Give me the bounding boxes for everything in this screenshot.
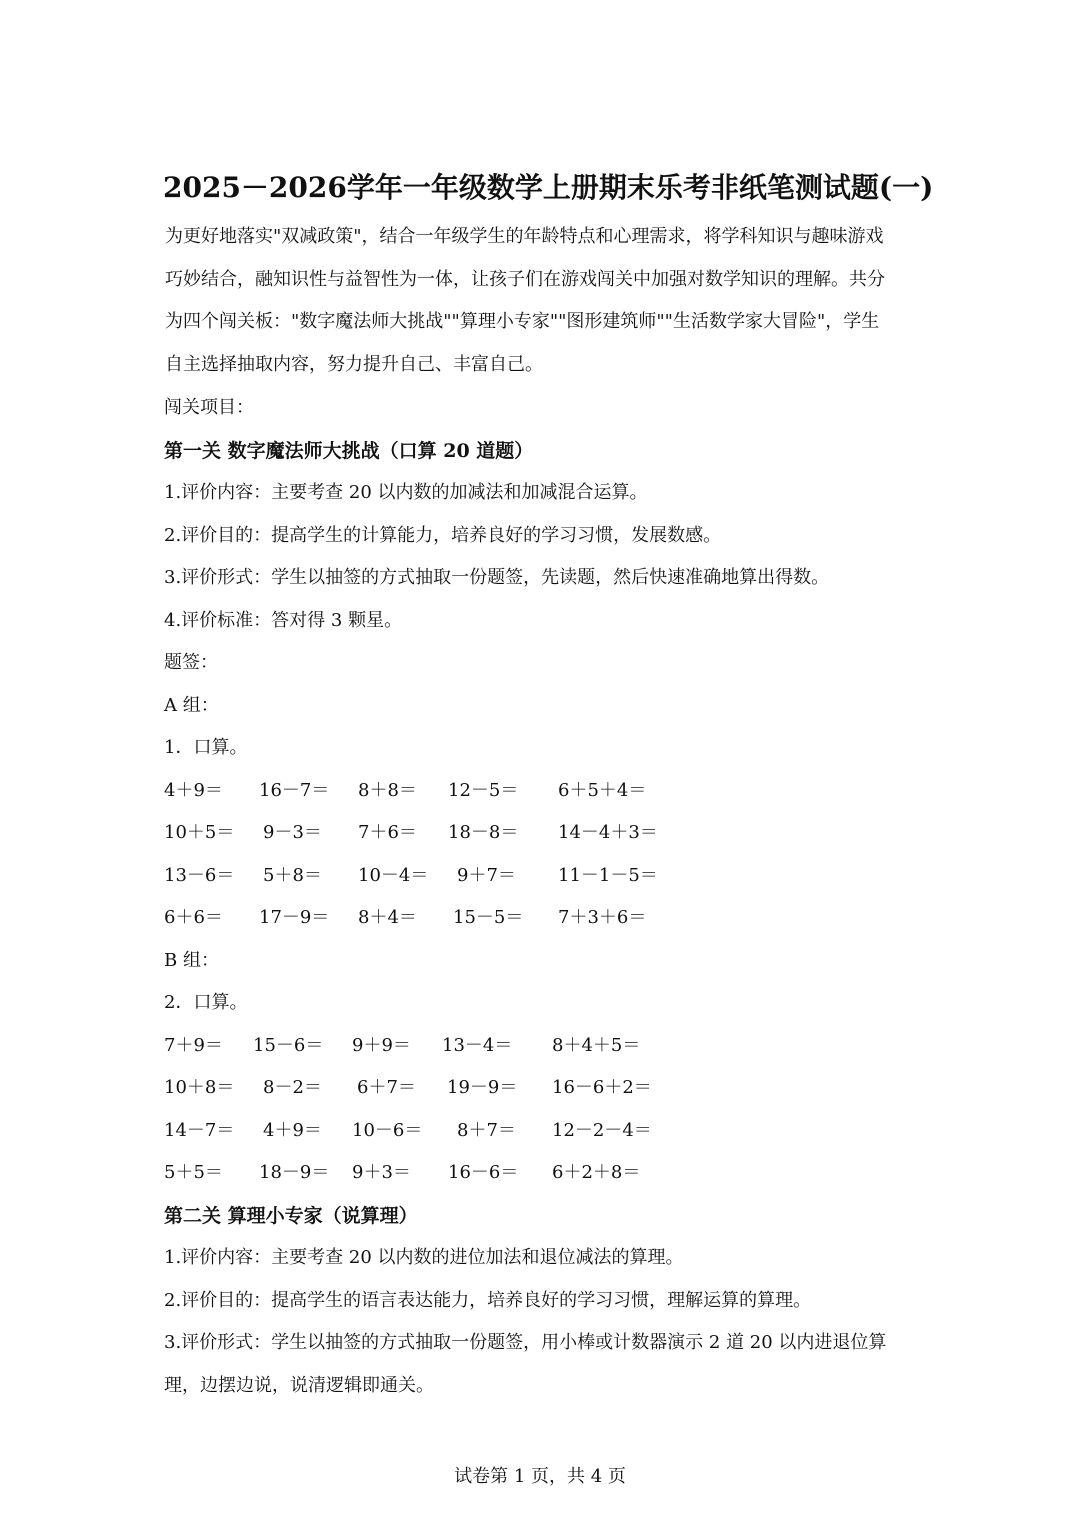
equation: 17－9＝ [259, 907, 330, 928]
document-body [164, 387, 944, 1407]
equation: 11－1－5＝ [558, 864, 658, 886]
equation: 5＋5＝ [164, 1162, 223, 1183]
equation: 14－7＝ [164, 1119, 235, 1141]
equation: 13－4＝ [442, 1034, 513, 1056]
equation-row [164, 1067, 944, 1110]
equation: 8＋4＝ [358, 907, 417, 928]
level2-item: 2.评价目的：提高学生的语言表达能力，培养良好的学习习惯，理解运算的算理。 [164, 1289, 812, 1311]
equation-row [164, 855, 944, 898]
equation: 14－4＋3＝ [558, 822, 658, 843]
group-a-equations [164, 770, 944, 940]
equation: 18－9＝ [259, 1162, 330, 1183]
equation: 4＋9＝ [263, 1119, 322, 1141]
equation: 9＋7＝ [457, 864, 516, 886]
intro-line: 为更好地落实"双减政策"，结合一年级学生的年龄特点和心理需求，将学科知识与趣味游戏 [165, 226, 884, 247]
equation: 8＋8＝ [358, 779, 417, 801]
equation: 7＋9＝ [164, 1034, 223, 1056]
equation: 13－6＝ [164, 864, 235, 886]
equation: 9＋3＝ [352, 1162, 411, 1183]
intro-line: 为四个闯关板："数字魔法师大挑战""算理小专家""图形建筑师""生活数学家大冒险"，学生 [165, 311, 880, 332]
equation: 7＋6＝ [358, 822, 417, 843]
equation-row [164, 1152, 944, 1195]
equation: 12－5＝ [448, 779, 519, 801]
equation: 15－5＝ [453, 907, 524, 928]
equation-row [164, 770, 944, 813]
level2-item: 1.评价内容：主要考查 20 以内数的进位加法和退位减法的算理。 [164, 1247, 684, 1268]
slips-label: 题签： [164, 652, 218, 673]
equation: 8＋7＝ [457, 1119, 516, 1141]
level2-item: 3.评价形式：学生以抽签的方式抽取一份题签，用小棒或计数器演示 2 道 20 以内进退位算 [164, 1332, 887, 1353]
equation: 5＋8＝ [263, 864, 322, 886]
intro-paragraph [165, 216, 925, 386]
page-footer: 试卷第 1 页，共 4 页 [454, 1466, 626, 1487]
equation: 4＋9＝ [164, 779, 223, 801]
equation: 16－6＋2＝ [552, 1077, 652, 1098]
equation: 10－4＝ [358, 864, 429, 886]
level1-heading: 第一关 数字魔法师大挑战（口算 20 道题） [164, 439, 534, 462]
equation-row [164, 812, 944, 855]
intro-line: 自主选择抽取内容，努力提升自己、丰富自己。 [165, 353, 543, 375]
equation: 7＋3＋6＝ [558, 907, 647, 928]
intro-line: 巧妙结合，融知识性与益智性为一体，让孩子们在游戏闯关中加强对数学知识的理解。共分 [165, 268, 885, 290]
equation: 6＋2＋8＝ [552, 1162, 641, 1183]
group-b-equations [164, 1025, 944, 1195]
equation: 9－3＝ [263, 822, 322, 843]
equation-row [164, 1025, 944, 1068]
level1-item: 3.评价形式：学生以抽签的方式抽取一份题签，先读题，然后快速准确地算出得数。 [164, 567, 830, 588]
equation: 16－6＝ [448, 1162, 519, 1183]
equation: 9＋9＝ [352, 1034, 411, 1056]
equation: 12－2－4＝ [552, 1119, 652, 1141]
level1-item: 4.评价标准：答对得 3 颗星。 [164, 609, 403, 631]
group-a-question: 1．口算。 [164, 737, 248, 758]
group-a-label: A 组： [164, 694, 219, 716]
level1-item: 1.评价内容：主要考查 20 以内数的加减法和加减混合运算。 [164, 482, 648, 503]
level1-item: 2.评价目的：提高学生的计算能力，培养良好的学习习惯，发展数感。 [164, 524, 722, 546]
equation: 19－9＝ [447, 1077, 518, 1098]
equation-row [164, 897, 944, 940]
level2-heading: 第二关 算理小专家（说算理） [164, 1204, 418, 1227]
level2-item: 理，边摆边说，说清逻辑即通关。 [164, 1374, 434, 1396]
equation: 10＋5＝ [164, 822, 235, 843]
equation: 15－6＝ [253, 1034, 324, 1056]
document-title: 2025－2026学年一年级数学上册期末乐考非纸笔测试题(一) [163, 171, 934, 204]
equation: 8－2＝ [263, 1077, 322, 1098]
equation: 18－8＝ [448, 822, 519, 843]
equation: 8＋4＋5＝ [552, 1034, 641, 1056]
equation: 6＋5＋4＝ [558, 779, 647, 801]
equation: 6＋7＝ [357, 1077, 416, 1098]
equation: 16－7＝ [259, 779, 330, 801]
equation-row [164, 1110, 944, 1153]
group-b-question: 2．口算。 [164, 992, 248, 1013]
equation: 10＋8＝ [164, 1077, 235, 1098]
group-b-label: B 组： [164, 949, 219, 971]
equation: 6＋6＝ [164, 907, 223, 928]
project-label: 闯关项目： [164, 397, 254, 418]
equation: 10－6＝ [352, 1119, 423, 1141]
